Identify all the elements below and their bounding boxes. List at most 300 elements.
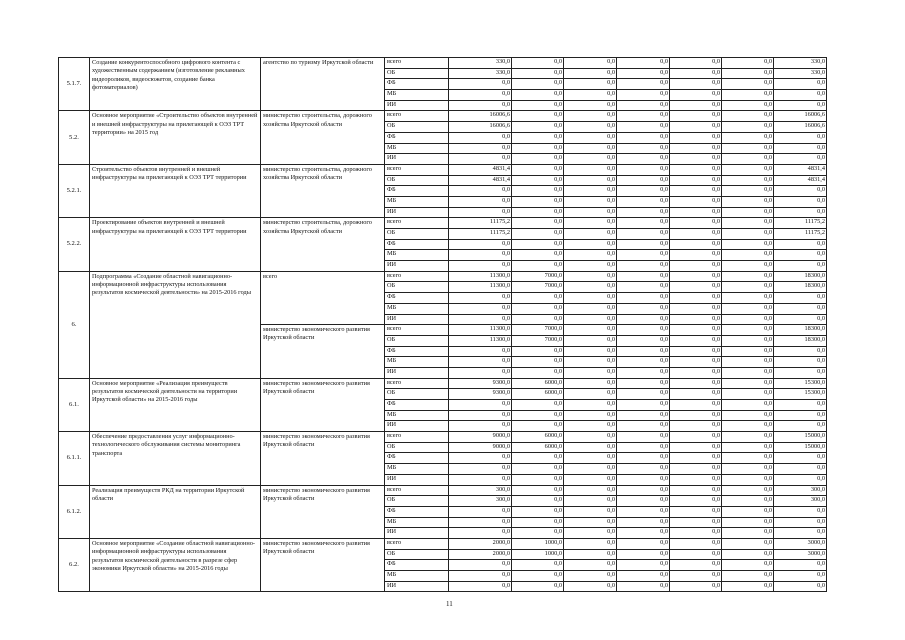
year-value: 0,0 bbox=[512, 154, 564, 165]
year-value: 0,0 bbox=[617, 325, 670, 336]
year-value: 0,0 bbox=[564, 346, 617, 357]
year-value: 0,0 bbox=[512, 367, 564, 378]
year-value: 0,0 bbox=[564, 357, 617, 368]
total-value: 330,0 bbox=[774, 68, 827, 79]
year-value: 0,0 bbox=[722, 111, 774, 122]
funding-source: ОБ bbox=[385, 282, 449, 293]
year-value: 7000,0 bbox=[512, 335, 564, 346]
funding-source: МБ bbox=[385, 517, 449, 528]
year-value: 0,0 bbox=[722, 367, 774, 378]
year-value: 0,0 bbox=[512, 400, 564, 411]
year-value: 0,0 bbox=[617, 79, 670, 90]
total-value: 15000,0 bbox=[774, 432, 827, 443]
year-value: 0,0 bbox=[722, 453, 774, 464]
year-value: 0,0 bbox=[617, 421, 670, 432]
year-value: 0,0 bbox=[670, 464, 722, 475]
year-value: 0,0 bbox=[617, 453, 670, 464]
year-value: 0,0 bbox=[617, 261, 670, 272]
year-value: 0,0 bbox=[722, 442, 774, 453]
funding-source: МБ bbox=[385, 143, 449, 154]
measure-name: Строительство объектов внутренней и внешней инфраструктуры на прилегающей к ОЭЗ ТРТ территории bbox=[90, 164, 261, 217]
year-value: 0,0 bbox=[722, 464, 774, 475]
year-value: 0,0 bbox=[722, 271, 774, 282]
year-value: 0,0 bbox=[512, 261, 564, 272]
year-value: 0,0 bbox=[670, 528, 722, 539]
year-value: 0,0 bbox=[617, 442, 670, 453]
table-row bbox=[59, 111, 827, 122]
year-value: 0,0 bbox=[670, 261, 722, 272]
year-value: 0,0 bbox=[670, 506, 722, 517]
table-row bbox=[59, 271, 827, 282]
page-number: 11 bbox=[446, 600, 453, 608]
year-value: 6000,0 bbox=[512, 432, 564, 443]
year-value: 0,0 bbox=[512, 143, 564, 154]
year-value: 0,0 bbox=[564, 229, 617, 240]
funding-source: ФБ bbox=[385, 132, 449, 143]
year-value: 11300,0 bbox=[449, 271, 512, 282]
year-value: 0,0 bbox=[722, 122, 774, 133]
total-value: 18300,0 bbox=[774, 325, 827, 336]
year-value: 0,0 bbox=[722, 400, 774, 411]
year-value: 0,0 bbox=[564, 261, 617, 272]
year-value: 0,0 bbox=[449, 250, 512, 261]
total-value: 15000,0 bbox=[774, 442, 827, 453]
year-value: 0,0 bbox=[670, 143, 722, 154]
year-value: 0,0 bbox=[449, 79, 512, 90]
year-value: 0,0 bbox=[512, 571, 564, 582]
total-value: 3000,0 bbox=[774, 549, 827, 560]
year-value: 0,0 bbox=[564, 58, 617, 69]
total-value: 0,0 bbox=[774, 90, 827, 101]
year-value: 0,0 bbox=[670, 271, 722, 282]
year-value: 0,0 bbox=[670, 207, 722, 218]
year-value: 0,0 bbox=[617, 239, 670, 250]
year-value: 0,0 bbox=[449, 528, 512, 539]
year-value: 0,0 bbox=[449, 293, 512, 304]
year-value: 7000,0 bbox=[512, 325, 564, 336]
year-value: 0,0 bbox=[722, 560, 774, 571]
year-value: 0,0 bbox=[564, 207, 617, 218]
year-value: 0,0 bbox=[670, 389, 722, 400]
year-value: 0,0 bbox=[617, 378, 670, 389]
funding-source: ИИ bbox=[385, 421, 449, 432]
year-value: 0,0 bbox=[617, 410, 670, 421]
funding-source: ОБ bbox=[385, 229, 449, 240]
year-value: 16006,6 bbox=[449, 111, 512, 122]
year-value: 0,0 bbox=[617, 357, 670, 368]
year-value: 0,0 bbox=[617, 528, 670, 539]
year-value: 0,0 bbox=[617, 218, 670, 229]
total-value: 0,0 bbox=[774, 261, 827, 272]
year-value: 0,0 bbox=[564, 186, 617, 197]
year-value: 0,0 bbox=[449, 132, 512, 143]
year-value: 0,0 bbox=[512, 314, 564, 325]
funding-source: всего bbox=[385, 432, 449, 443]
year-value: 0,0 bbox=[722, 474, 774, 485]
year-value: 11300,0 bbox=[449, 325, 512, 336]
total-value: 0,0 bbox=[774, 410, 827, 421]
year-value: 0,0 bbox=[617, 538, 670, 549]
total-value: 0,0 bbox=[774, 581, 827, 592]
year-value: 0,0 bbox=[564, 549, 617, 560]
funding-source: всего bbox=[385, 378, 449, 389]
year-value: 0,0 bbox=[512, 303, 564, 314]
year-value: 0,0 bbox=[617, 335, 670, 346]
year-value: 0,0 bbox=[564, 154, 617, 165]
total-value: 0,0 bbox=[774, 400, 827, 411]
funding-source: МБ bbox=[385, 303, 449, 314]
funding-source: МБ bbox=[385, 464, 449, 475]
year-value: 4831,4 bbox=[449, 164, 512, 175]
total-value: 300,0 bbox=[774, 496, 827, 507]
year-value: 0,0 bbox=[617, 271, 670, 282]
year-value: 0,0 bbox=[564, 79, 617, 90]
year-value: 0,0 bbox=[670, 571, 722, 582]
year-value: 0,0 bbox=[670, 357, 722, 368]
funding-source: всего bbox=[385, 325, 449, 336]
year-value: 0,0 bbox=[617, 549, 670, 560]
year-value: 11175,2 bbox=[449, 229, 512, 240]
row-number: 5.2.1. bbox=[59, 164, 90, 217]
year-value: 0,0 bbox=[722, 517, 774, 528]
year-value: 0,0 bbox=[722, 432, 774, 443]
year-value: 0,0 bbox=[617, 293, 670, 304]
total-value: 0,0 bbox=[774, 506, 827, 517]
total-value: 0,0 bbox=[774, 357, 827, 368]
year-value: 0,0 bbox=[564, 400, 617, 411]
total-value: 0,0 bbox=[774, 560, 827, 571]
year-value: 0,0 bbox=[722, 261, 774, 272]
year-value: 0,0 bbox=[512, 528, 564, 539]
funding-source: всего bbox=[385, 485, 449, 496]
year-value: 0,0 bbox=[670, 303, 722, 314]
year-value: 0,0 bbox=[564, 250, 617, 261]
year-value: 0,0 bbox=[670, 218, 722, 229]
year-value: 0,0 bbox=[512, 68, 564, 79]
year-value: 0,0 bbox=[617, 506, 670, 517]
year-value: 0,0 bbox=[564, 517, 617, 528]
funding-source: ФБ bbox=[385, 239, 449, 250]
year-value: 0,0 bbox=[722, 282, 774, 293]
table-row bbox=[59, 58, 827, 69]
year-value: 0,0 bbox=[564, 389, 617, 400]
year-value: 0,0 bbox=[722, 100, 774, 111]
year-value: 0,0 bbox=[564, 528, 617, 539]
year-value: 0,0 bbox=[449, 474, 512, 485]
total-value: 0,0 bbox=[774, 474, 827, 485]
year-value: 0,0 bbox=[722, 389, 774, 400]
measure-name: Основное мероприятие «Строительство объектов внутренней и внешней инфраструктуры на прилегающей к ОЭЗ ТРТ территории» на 2015 год bbox=[90, 111, 261, 164]
year-value: 0,0 bbox=[449, 410, 512, 421]
total-value: 0,0 bbox=[774, 453, 827, 464]
year-value: 0,0 bbox=[512, 111, 564, 122]
year-value: 0,0 bbox=[564, 560, 617, 571]
year-value: 0,0 bbox=[670, 335, 722, 346]
year-value: 0,0 bbox=[722, 175, 774, 186]
year-value: 0,0 bbox=[617, 250, 670, 261]
year-value: 0,0 bbox=[449, 90, 512, 101]
total-value: 0,0 bbox=[774, 186, 827, 197]
total-value: 16006,6 bbox=[774, 111, 827, 122]
funding-source: МБ bbox=[385, 250, 449, 261]
budget-table bbox=[58, 57, 827, 592]
year-value: 0,0 bbox=[564, 143, 617, 154]
year-value: 0,0 bbox=[722, 549, 774, 560]
year-value: 2000,0 bbox=[449, 549, 512, 560]
measure-name: Подпрограмма «Создание областной навигационно-информационной инфраструктуры использования результатов космической деятельности» на 2015-2016 годы bbox=[90, 271, 261, 378]
year-value: 11300,0 bbox=[449, 335, 512, 346]
year-value: 0,0 bbox=[564, 421, 617, 432]
total-value: 4831,4 bbox=[774, 175, 827, 186]
total-value: 0,0 bbox=[774, 303, 827, 314]
year-value: 0,0 bbox=[617, 571, 670, 582]
year-value: 0,0 bbox=[449, 357, 512, 368]
year-value: 0,0 bbox=[670, 229, 722, 240]
year-value: 0,0 bbox=[449, 207, 512, 218]
year-value: 11300,0 bbox=[449, 282, 512, 293]
funding-source: ОБ bbox=[385, 549, 449, 560]
funding-source: ИИ bbox=[385, 581, 449, 592]
funding-source: ИИ bbox=[385, 314, 449, 325]
year-value: 0,0 bbox=[449, 154, 512, 165]
year-value: 0,0 bbox=[512, 357, 564, 368]
year-value: 0,0 bbox=[670, 314, 722, 325]
funding-source: МБ bbox=[385, 357, 449, 368]
year-value: 0,0 bbox=[564, 325, 617, 336]
budget-table-body bbox=[59, 58, 827, 592]
year-value: 0,0 bbox=[564, 410, 617, 421]
year-value: 0,0 bbox=[722, 293, 774, 304]
year-value: 11175,2 bbox=[449, 218, 512, 229]
funding-source: ФБ bbox=[385, 453, 449, 464]
year-value: 0,0 bbox=[564, 496, 617, 507]
year-value: 0,0 bbox=[564, 335, 617, 346]
year-value: 0,0 bbox=[722, 506, 774, 517]
year-value: 0,0 bbox=[564, 100, 617, 111]
year-value: 0,0 bbox=[722, 325, 774, 336]
year-value: 0,0 bbox=[722, 357, 774, 368]
total-value: 0,0 bbox=[774, 196, 827, 207]
year-value: 0,0 bbox=[617, 68, 670, 79]
year-value: 6000,0 bbox=[512, 389, 564, 400]
year-value: 0,0 bbox=[512, 100, 564, 111]
year-value: 0,0 bbox=[617, 164, 670, 175]
year-value: 0,0 bbox=[512, 58, 564, 69]
year-value: 0,0 bbox=[617, 143, 670, 154]
year-value: 330,0 bbox=[449, 58, 512, 69]
year-value: 0,0 bbox=[617, 100, 670, 111]
year-value: 0,0 bbox=[564, 282, 617, 293]
funding-source: ИИ bbox=[385, 474, 449, 485]
year-value: 0,0 bbox=[617, 207, 670, 218]
year-value: 0,0 bbox=[449, 261, 512, 272]
year-value: 0,0 bbox=[617, 314, 670, 325]
total-value: 4831,4 bbox=[774, 164, 827, 175]
year-value: 0,0 bbox=[512, 346, 564, 357]
funding-source: всего bbox=[385, 111, 449, 122]
year-value: 0,0 bbox=[617, 154, 670, 165]
executor: министерство строительства, дорожного хозяйства Иркутской области bbox=[261, 111, 385, 164]
year-value: 0,0 bbox=[449, 346, 512, 357]
year-value: 0,0 bbox=[564, 175, 617, 186]
year-value: 2000,0 bbox=[449, 538, 512, 549]
funding-source: МБ bbox=[385, 90, 449, 101]
year-value: 0,0 bbox=[512, 122, 564, 133]
year-value: 0,0 bbox=[449, 581, 512, 592]
year-value: 0,0 bbox=[722, 239, 774, 250]
year-value: 0,0 bbox=[564, 90, 617, 101]
total-value: 0,0 bbox=[774, 143, 827, 154]
year-value: 0,0 bbox=[722, 154, 774, 165]
funding-source: ИИ bbox=[385, 207, 449, 218]
measure-name: Реализация преимуществ РКД на территории Иркутской области bbox=[90, 485, 261, 538]
year-value: 0,0 bbox=[512, 186, 564, 197]
year-value: 0,0 bbox=[512, 421, 564, 432]
year-value: 0,0 bbox=[617, 90, 670, 101]
funding-source: ОБ bbox=[385, 442, 449, 453]
total-value: 18300,0 bbox=[774, 282, 827, 293]
funding-source: ОБ bbox=[385, 335, 449, 346]
year-value: 0,0 bbox=[512, 506, 564, 517]
year-value: 0,0 bbox=[449, 517, 512, 528]
year-value: 0,0 bbox=[722, 346, 774, 357]
executor: министерство экономического развития Иркутской области bbox=[261, 485, 385, 538]
funding-source: ФБ bbox=[385, 346, 449, 357]
total-value: 0,0 bbox=[774, 100, 827, 111]
year-value: 0,0 bbox=[564, 132, 617, 143]
year-value: 0,0 bbox=[449, 421, 512, 432]
year-value: 0,0 bbox=[564, 111, 617, 122]
funding-source: ИИ bbox=[385, 528, 449, 539]
funding-source: ИИ bbox=[385, 100, 449, 111]
total-value: 0,0 bbox=[774, 528, 827, 539]
year-value: 0,0 bbox=[722, 410, 774, 421]
total-value: 18300,0 bbox=[774, 335, 827, 346]
total-value: 11175,2 bbox=[774, 229, 827, 240]
year-value: 0,0 bbox=[670, 122, 722, 133]
year-value: 0,0 bbox=[449, 453, 512, 464]
year-value: 0,0 bbox=[670, 517, 722, 528]
total-value: 15300,0 bbox=[774, 378, 827, 389]
funding-source: ФБ bbox=[385, 506, 449, 517]
year-value: 0,0 bbox=[722, 207, 774, 218]
year-value: 0,0 bbox=[670, 453, 722, 464]
funding-source: ИИ bbox=[385, 261, 449, 272]
year-value: 0,0 bbox=[722, 250, 774, 261]
year-value: 0,0 bbox=[617, 122, 670, 133]
budget-table-page bbox=[58, 57, 826, 592]
year-value: 0,0 bbox=[670, 154, 722, 165]
measure-name: Основное мероприятие «Создание областной навигационно-информационной инфраструктуры использования результатов космической деятельности в разрезе сфер экономики Иркутской области» на 2015-2016 годы bbox=[90, 538, 261, 591]
total-value: 11175,2 bbox=[774, 218, 827, 229]
total-value: 0,0 bbox=[774, 250, 827, 261]
year-value: 0,0 bbox=[564, 239, 617, 250]
year-value: 0,0 bbox=[722, 68, 774, 79]
year-value: 0,0 bbox=[670, 400, 722, 411]
year-value: 0,0 bbox=[617, 517, 670, 528]
row-number: 5.1.7. bbox=[59, 58, 90, 111]
year-value: 0,0 bbox=[512, 229, 564, 240]
executor: министерство экономического развития Иркутской области bbox=[261, 325, 385, 378]
year-value: 0,0 bbox=[512, 581, 564, 592]
year-value: 0,0 bbox=[670, 496, 722, 507]
year-value: 7000,0 bbox=[512, 282, 564, 293]
year-value: 0,0 bbox=[670, 421, 722, 432]
funding-source: всего bbox=[385, 164, 449, 175]
total-value: 3000,0 bbox=[774, 538, 827, 549]
year-value: 0,0 bbox=[722, 218, 774, 229]
year-value: 0,0 bbox=[449, 571, 512, 582]
funding-source: МБ bbox=[385, 196, 449, 207]
year-value: 0,0 bbox=[670, 581, 722, 592]
total-value: 0,0 bbox=[774, 132, 827, 143]
executor: министерство строительства, дорожного хозяйства Иркутской области bbox=[261, 218, 385, 271]
year-value: 0,0 bbox=[564, 196, 617, 207]
year-value: 0,0 bbox=[617, 111, 670, 122]
year-value: 330,0 bbox=[449, 68, 512, 79]
year-value: 0,0 bbox=[512, 453, 564, 464]
total-value: 0,0 bbox=[774, 154, 827, 165]
year-value: 0,0 bbox=[564, 571, 617, 582]
year-value: 0,0 bbox=[722, 496, 774, 507]
funding-source: ФБ bbox=[385, 400, 449, 411]
year-value: 0,0 bbox=[564, 453, 617, 464]
year-value: 4831,4 bbox=[449, 175, 512, 186]
year-value: 0,0 bbox=[617, 346, 670, 357]
funding-source: ОБ bbox=[385, 122, 449, 133]
year-value: 0,0 bbox=[449, 186, 512, 197]
executor: министерство экономического развития Иркутской области bbox=[261, 432, 385, 485]
executor: министерство экономического развития Иркутской области bbox=[261, 378, 385, 431]
year-value: 0,0 bbox=[564, 314, 617, 325]
total-value: 0,0 bbox=[774, 464, 827, 475]
year-value: 0,0 bbox=[512, 560, 564, 571]
funding-source: ФБ bbox=[385, 79, 449, 90]
year-value: 0,0 bbox=[512, 218, 564, 229]
year-value: 0,0 bbox=[617, 282, 670, 293]
row-number: 5.2. bbox=[59, 111, 90, 164]
year-value: 0,0 bbox=[670, 68, 722, 79]
year-value: 0,0 bbox=[617, 229, 670, 240]
total-value: 15300,0 bbox=[774, 389, 827, 400]
year-value: 0,0 bbox=[449, 303, 512, 314]
total-value: 0,0 bbox=[774, 421, 827, 432]
year-value: 0,0 bbox=[617, 367, 670, 378]
year-value: 0,0 bbox=[722, 186, 774, 197]
year-value: 0,0 bbox=[722, 229, 774, 240]
year-value: 0,0 bbox=[670, 325, 722, 336]
funding-source: ФБ bbox=[385, 186, 449, 197]
funding-source: ФБ bbox=[385, 560, 449, 571]
year-value: 9300,0 bbox=[449, 378, 512, 389]
funding-source: ОБ bbox=[385, 175, 449, 186]
total-value: 0,0 bbox=[774, 207, 827, 218]
year-value: 0,0 bbox=[617, 560, 670, 571]
total-value: 18300,0 bbox=[774, 271, 827, 282]
year-value: 0,0 bbox=[722, 581, 774, 592]
year-value: 0,0 bbox=[564, 218, 617, 229]
year-value: 0,0 bbox=[670, 90, 722, 101]
measure-name: Основное мероприятие «Реализация преимуществ результатов космической деятельности на территории Иркутской области» на 2015-2016 годы bbox=[90, 378, 261, 431]
year-value: 0,0 bbox=[670, 164, 722, 175]
year-value: 300,0 bbox=[449, 485, 512, 496]
year-value: 0,0 bbox=[722, 335, 774, 346]
year-value: 0,0 bbox=[564, 432, 617, 443]
year-value: 0,0 bbox=[617, 474, 670, 485]
year-value: 0,0 bbox=[670, 538, 722, 549]
year-value: 0,0 bbox=[617, 132, 670, 143]
year-value: 0,0 bbox=[670, 432, 722, 443]
